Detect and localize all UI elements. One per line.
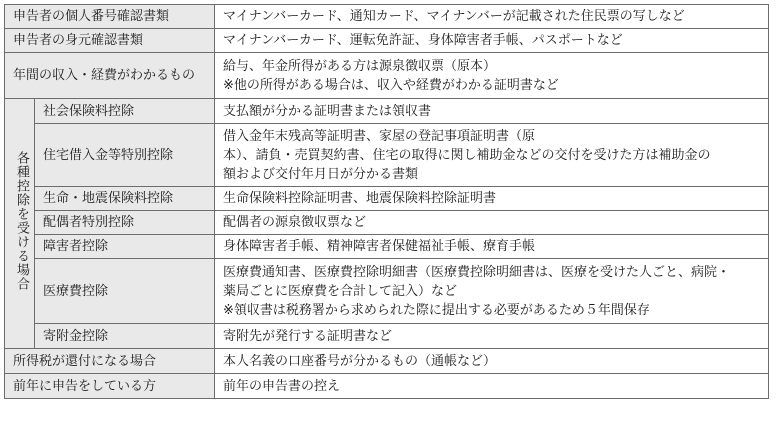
row-label: 年間の収入・経費がわかるもの <box>5 53 215 99</box>
row-label: 寄附金控除 <box>35 324 215 349</box>
table-row <box>5 235 769 259</box>
row-label: 生命・地震保険料控除 <box>35 187 215 211</box>
table-row <box>5 324 769 349</box>
value-line: 借入金年末残高等証明書、家屋の登記事項証明書（原 <box>223 128 536 144</box>
value-line: 本）、請負・売買契約書、住宅の取得に関し補助金などの交付を受けた方は補助金の <box>223 147 711 163</box>
row-value <box>215 374 769 399</box>
row-value <box>215 5 769 29</box>
row-label: 障害者控除 <box>35 235 215 259</box>
table-row <box>5 211 769 235</box>
table-row <box>5 374 769 399</box>
value-line: 生命保険料控除証明書、地震保険料控除証明書 <box>223 191 497 206</box>
value-line: 額および交付年月日が分かる書類 <box>223 166 419 182</box>
value-line: ※他の所得がある場合は、収入や経費がわかる証明書など <box>223 77 559 93</box>
table-row <box>5 5 769 29</box>
value-line: 支払額が分かる証明書または領収書 <box>223 103 432 119</box>
table-row <box>5 259 769 324</box>
value-line: ※領収書は税務署から求められた際に提出する必要があるため５年間保存 <box>223 302 650 318</box>
row-value <box>215 211 769 235</box>
value-line: 前年の申告書の控え <box>223 378 341 394</box>
table-row <box>5 124 769 187</box>
table-row <box>5 53 769 99</box>
row-label: 社会保険料控除 <box>35 99 215 124</box>
table-row <box>5 99 769 124</box>
value-line: 医療費通知書、医療費控除明細書（医療費控除明細書は、医療を受けた人ごと、病院・ <box>223 264 731 280</box>
row-value <box>215 124 769 187</box>
required-documents-table <box>4 4 769 399</box>
value-line: 寄附先が発行する証明書など <box>223 328 393 344</box>
table-row <box>5 187 769 211</box>
row-value <box>215 235 769 259</box>
deduction-group-label <box>5 99 35 349</box>
row-label: 住宅借入金等特別控除 <box>35 124 215 187</box>
value-line: 薬局ごとに医療費を合計して記入）など <box>223 283 458 299</box>
value-line: マイナンバーカード、通知カード、マイナンバーが記載された住民票の写しなど <box>223 9 685 24</box>
row-value <box>215 187 769 211</box>
row-label: 申告者の個人番号確認書類 <box>5 5 215 29</box>
value-line: 身体障害者手帳、精神障害者保健福祉手帳、療育手帳 <box>223 239 536 254</box>
row-label: 医療費控除 <box>35 259 215 324</box>
row-label: 申告者の身元確認書類 <box>5 29 215 53</box>
value-line: 本人名義の口座番号が分かるもの（通帳など） <box>223 353 497 369</box>
row-value <box>215 99 769 124</box>
row-value <box>215 53 769 99</box>
value-line: マイナンバーカード、運転免許証、身体障害者手帳、パスポートなど <box>223 33 623 48</box>
row-value <box>215 324 769 349</box>
row-value <box>215 349 769 374</box>
group-label-text: 各種控除を受ける場合 <box>14 150 29 291</box>
row-value <box>215 259 769 324</box>
row-value <box>215 29 769 53</box>
value-line: 配偶者の源泉徴収票など <box>223 215 367 230</box>
row-label: 前年に申告をしている方 <box>5 374 215 399</box>
table-row <box>5 29 769 53</box>
row-label: 配偶者特別控除 <box>35 211 215 235</box>
row-label: 所得税が還付になる場合 <box>5 349 215 374</box>
table-row <box>5 349 769 374</box>
value-line: 給与、年金所得がある方は源泉徴収票（原本） <box>223 58 497 74</box>
